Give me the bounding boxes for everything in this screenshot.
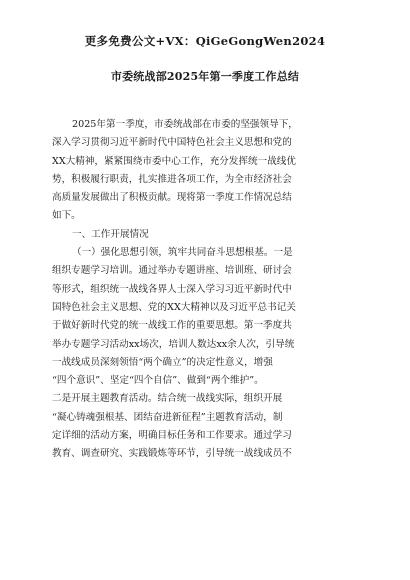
- body-line: 一、工作开展情况: [72, 228, 149, 240]
- body-line: 举办专题学习活动xx场次，培训人数达xx余人次，引导统: [52, 338, 295, 350]
- body-line: XX大精神，紧紧围绕市委中心工作，充分发挥统一战线优: [52, 155, 296, 167]
- body-line: 于做好新时代党的统一战线工作的重要思想。第一季度共: [52, 320, 292, 332]
- body-line: 势，积极履行职责，扎实推进各项工作，为全市经济社会: [52, 173, 292, 185]
- body-line: 国特色社会主义思想、党的XX大精神以及习近平总书记关: [52, 301, 296, 313]
- document-title: 市委统战部2025年第一季度工作总结: [110, 70, 300, 83]
- promo-header: 更多免费公文+VX：QiGeGongWen2024: [84, 34, 326, 48]
- body-line: 深入学习贯彻习近平新时代中国特色社会主义思想和党的: [52, 137, 292, 149]
- body-line: 2025年第一季度，市委统战部在市委的坚强领导下，: [72, 119, 298, 130]
- body-line: 如下。: [52, 210, 81, 222]
- body-line: （一）强化思想引领，筑牢共同奋斗思想根基。一是: [72, 247, 293, 259]
- document-body: [52, 116, 358, 464]
- body-line: 等形式，组织统一战线各界人士深入学习习近平新时代中: [52, 283, 292, 295]
- body-line: 组织专题学习培训。通过举办专题讲座、培训班、研讨会: [52, 265, 292, 277]
- body-line: 教育、调查研究、实践锻炼等环节，引导统一战线成员不: [52, 448, 292, 460]
- body-line: “凝心铸魂强根基、团结奋进新征程”主题教育活动，制: [52, 411, 283, 423]
- body-line: 高质量发展做出了积极贡献。现将第一季度工作情况总结: [52, 192, 292, 204]
- body-line: “四个意识”、坚定“四个自信”、做到“两个维护”。: [52, 375, 264, 387]
- body-line: 定详细的活动方案，明确目标任务和工作要求。通过学习: [52, 430, 292, 442]
- body-line: 二是开展主题教育活动。结合统一战线实际，组织开展: [52, 393, 283, 405]
- body-line: 一战线成员深刻领悟“两个确立”的决定性意义，增强: [52, 356, 273, 368]
